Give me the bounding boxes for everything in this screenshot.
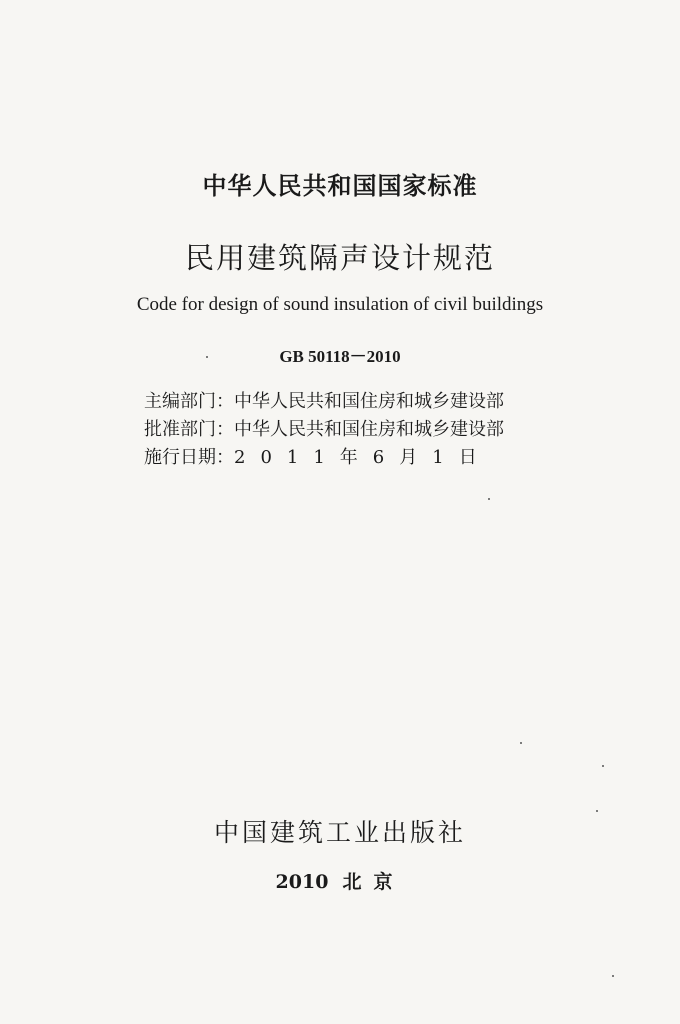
- approver-row: [144, 416, 504, 444]
- scan-speck: [596, 810, 598, 812]
- editor-row: [144, 388, 504, 416]
- approver-label: 批准部门：: [144, 419, 234, 440]
- imprint-year: 2010: [275, 871, 329, 893]
- document-title-english: Code for design of sound insulation of civil buildings: [136, 294, 544, 315]
- scan-speck: [206, 356, 208, 358]
- scan-speck: [602, 765, 604, 767]
- standard-type-header: 中华人民共和国国家标准: [202, 172, 478, 200]
- editor-label: 主编部门：: [144, 391, 234, 412]
- imprint-city: 北京: [342, 871, 405, 893]
- imprint-line: [0, 867, 680, 894]
- effective-date-row: [144, 444, 504, 472]
- scan-speck: [612, 975, 614, 977]
- effective-date-label: 施行日期：: [144, 447, 234, 468]
- effective-date-value: 2011年6月1日: [234, 447, 492, 468]
- document-meta: [144, 388, 504, 472]
- scan-speck: [488, 498, 490, 500]
- document-title-chinese: 民用建筑隔声设计规范: [184, 241, 495, 275]
- publisher-name: 中国建筑工业出版社: [213, 818, 466, 847]
- approver-value: 中华人民共和国住房和城乡建设部: [234, 419, 504, 440]
- scan-speck: [520, 742, 522, 744]
- editor-value: 中华人民共和国住房和城乡建设部: [234, 391, 504, 412]
- standard-code: GB 50118－2010: [279, 347, 401, 366]
